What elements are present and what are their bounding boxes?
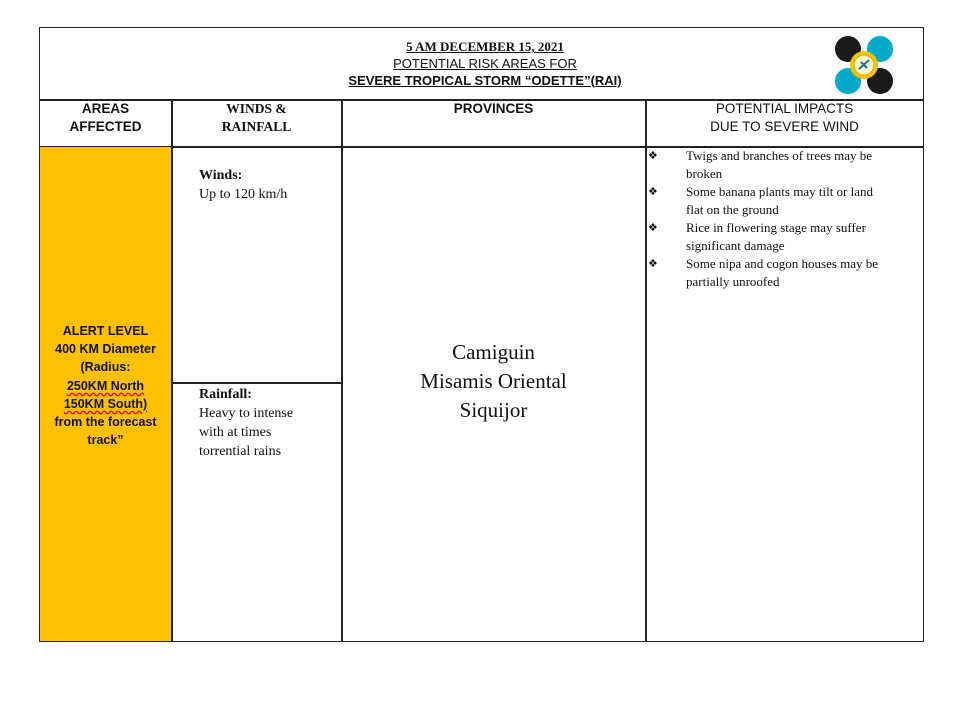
alert-line: ALERT LEVEL [62, 324, 149, 338]
alert-line: from the forecast [54, 415, 157, 430]
agency-logo-icon [832, 33, 896, 97]
col-header-provinces: PROVINCES [453, 101, 534, 116]
rainfall-line: with at times [199, 425, 272, 440]
alert-line: track” [87, 433, 124, 448]
title-line-2: SEVERE TROPICAL STORM “ODETTE”(RAI) [348, 73, 622, 88]
col-header-areas: AREAS AFFECTED [69, 101, 142, 134]
col-header-winds: WINDS & RAINFALL [221, 101, 292, 134]
title-line-1: POTENTIAL RISK AREAS FOR [393, 56, 577, 71]
winds-label: Winds: [199, 168, 243, 183]
winds-rain-divider [171, 382, 341, 384]
rainfall-line: torrential rains [199, 444, 282, 459]
winds-value: Up to 120 km/h [199, 187, 288, 202]
province-siquijor: Siquijor [459, 398, 528, 422]
province-misamis-oriental: Misamis Oriental [420, 369, 567, 393]
col-divider-3 [645, 99, 647, 641]
diamond-bullet-icon: ❖ [648, 185, 658, 198]
rainfall-label: Rainfall: [199, 387, 252, 402]
impact-item: ❖ Some nipa and cogon houses may be partially unroofed [648, 256, 879, 289]
province-camiguin: Camiguin [452, 340, 535, 364]
rainfall-line: Heavy to intense [199, 406, 294, 421]
alert-line: 250KM North [66, 378, 145, 393]
diamond-bullet-icon: ❖ [648, 149, 658, 162]
alert-level-text [40, 322, 171, 449]
rainfall-cell [199, 385, 329, 461]
alert-line: 150KM South) [63, 396, 148, 411]
alert-line: 400 KM Diameter [55, 342, 156, 357]
provinces-cell [342, 338, 645, 425]
document-title [300, 38, 670, 89]
winds-cell [199, 166, 287, 204]
impacts-list [648, 147, 918, 291]
col-divider-1 [171, 99, 173, 641]
impact-item: ❖ Twigs and branches of trees may be broken [648, 148, 873, 181]
impact-item: ❖ Some banana plants may tilt or land flat on the ground [648, 184, 874, 217]
impact-item: ❖ Rice in flowering stage may suffer significant damage [648, 220, 866, 253]
diamond-bullet-icon: ❖ [648, 257, 658, 270]
alert-line: (Radius: [80, 360, 131, 375]
title-date: 5 AM DECEMBER 15, 2021 [406, 39, 564, 54]
diamond-bullet-icon: ❖ [648, 221, 658, 234]
col-header-impacts: POTENTIAL IMPACTS DUE TO SEVERE WIND [710, 101, 859, 134]
